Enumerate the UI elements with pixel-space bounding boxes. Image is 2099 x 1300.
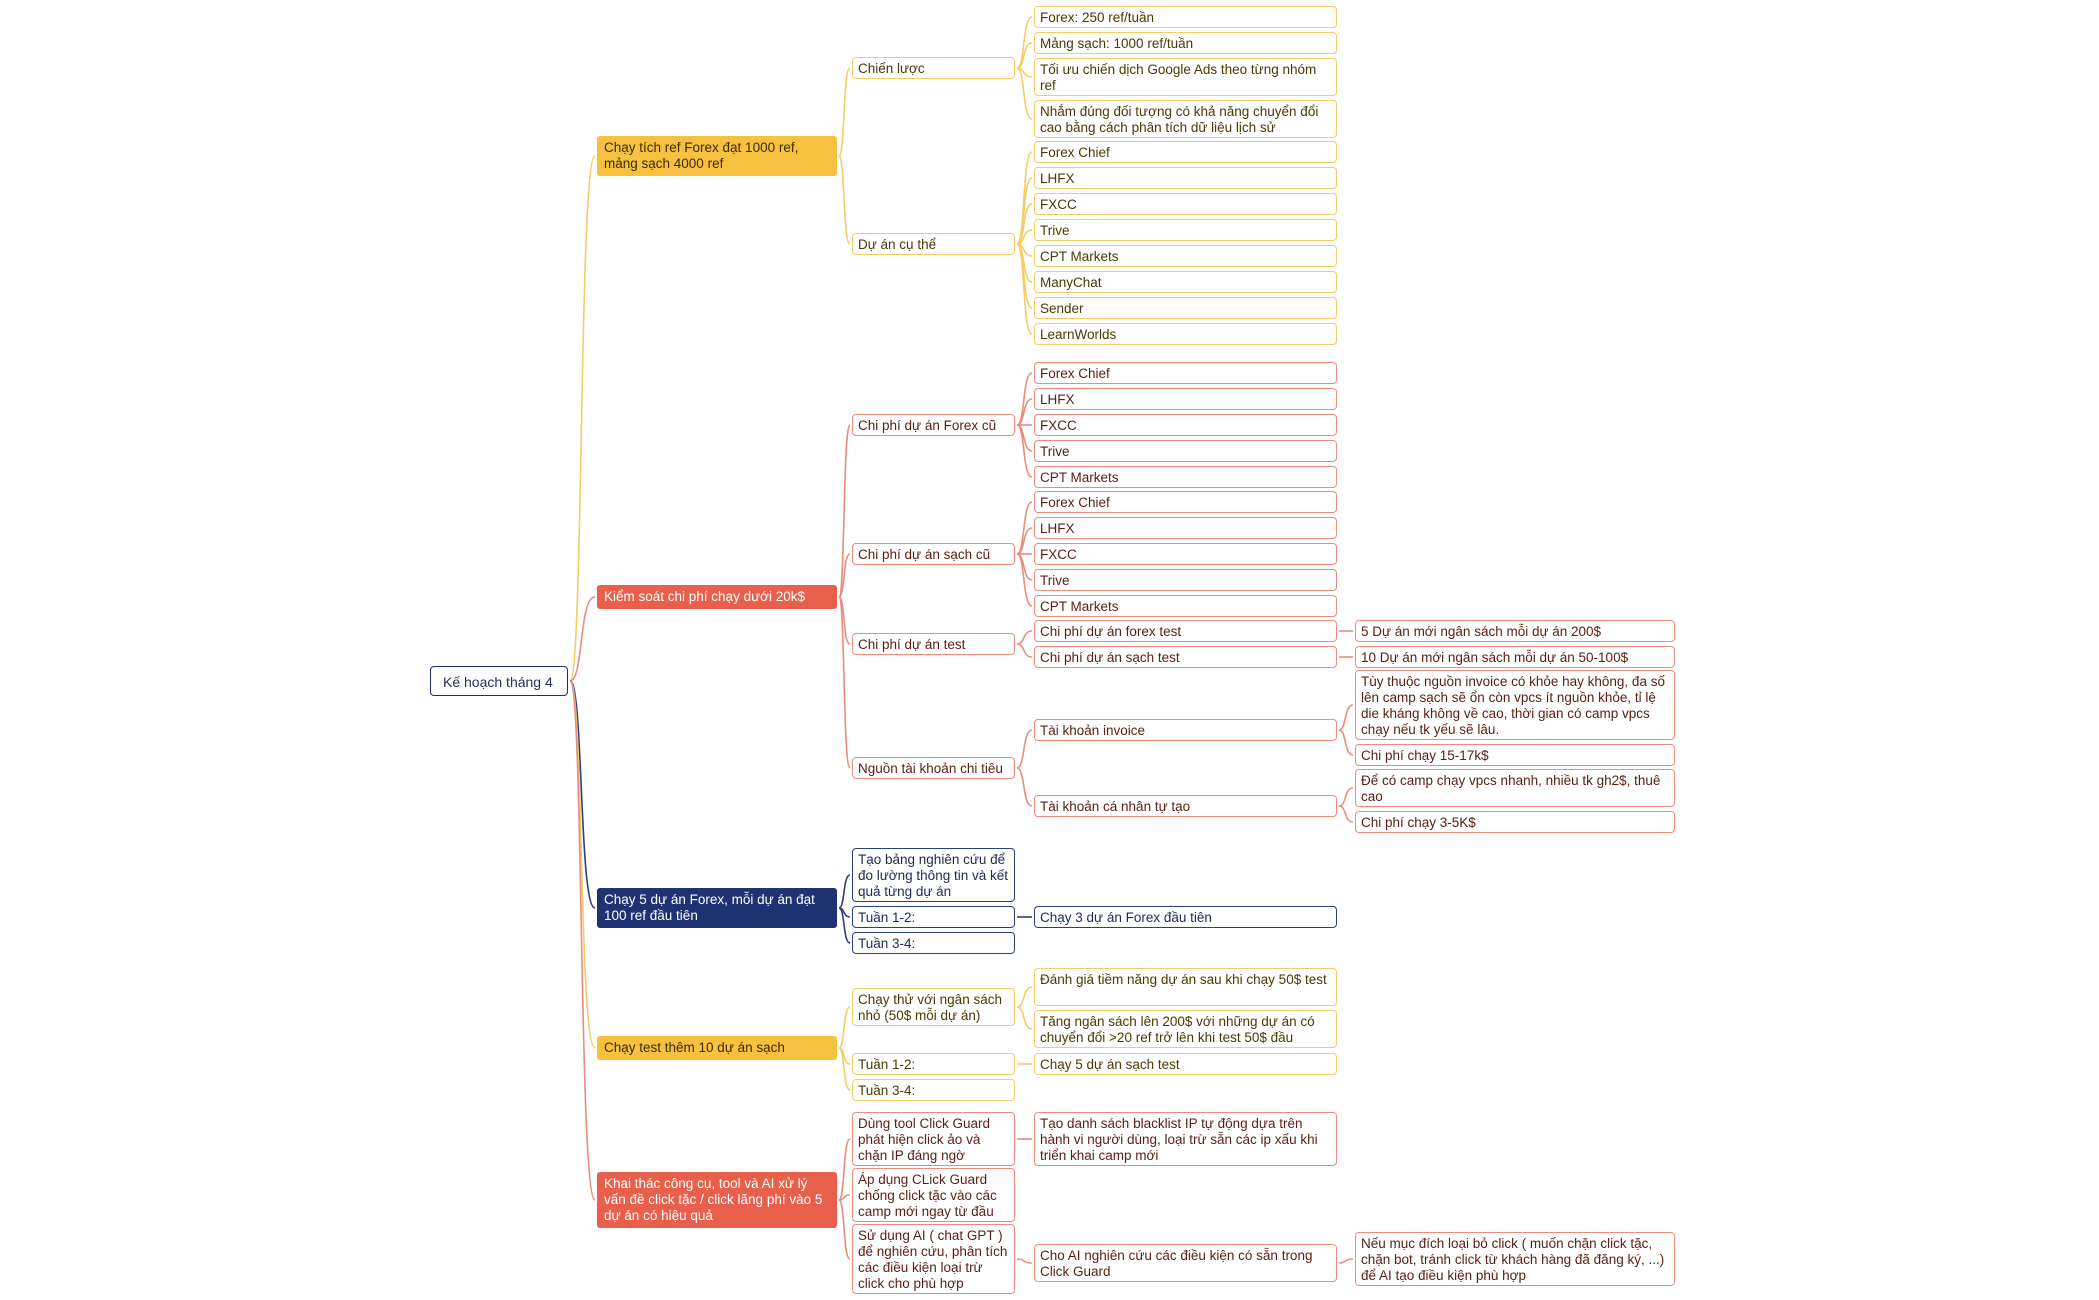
subtopic-node[interactable]: Tuần 1-2: [852, 906, 1015, 928]
connector [1017, 631, 1032, 644]
connector [1017, 244, 1032, 334]
subtopic-node[interactable]: Chạy 3 dự án Forex đầu tiên [1034, 906, 1337, 928]
connector [1017, 17, 1032, 68]
branch-topic[interactable]: Kiểm soát chi phí chạy dưới 20k$ [597, 585, 837, 609]
subtopic-node[interactable]: FXCC [1034, 193, 1337, 215]
subtopic-node[interactable]: Chiến lược [852, 57, 1015, 79]
subtopic-node[interactable]: Dùng tool Click Guard phát hiện click ảo và chặn IP đáng ngờ [852, 1112, 1015, 1166]
branch-topic[interactable]: Chạy tích ref Forex đạt 1000 ref, mảng sạch 4000 ref [597, 136, 837, 176]
subtopic-node[interactable]: Chi phí chạy 3-5K$ [1355, 811, 1675, 833]
connector [1017, 644, 1032, 657]
branch-topic[interactable]: Chạy 5 dự án Forex, mỗi dự án đạt 100 ref đầu tiên [597, 888, 837, 928]
connector [839, 875, 850, 908]
subtopic-node[interactable]: Sender [1034, 297, 1337, 319]
connector [839, 1007, 850, 1048]
subtopic-node[interactable]: Tăng ngân sách lên 200$ với những dự án có chuyển đổi >20 ref trở lên khi test 50$ đầu [1034, 1010, 1337, 1048]
subtopic-node[interactable]: Áp dụng CLick Guard chống click tặc vào các camp mới ngay từ đầu [852, 1168, 1015, 1222]
subtopic-node[interactable]: Tài khoản invoice [1034, 719, 1337, 741]
subtopic-node[interactable]: Chi phí dự án test [852, 633, 1015, 655]
subtopic-node[interactable]: Chi phí dự án Forex cũ [852, 414, 1015, 436]
subtopic-node[interactable]: Dự án cụ thể [852, 233, 1015, 255]
subtopic-node[interactable]: LHFX [1034, 517, 1337, 539]
subtopic-node[interactable]: Chạy thử với ngân sách nhỏ (50$ mỗi dự án) [852, 988, 1015, 1026]
root-node[interactable]: Kế hoạch tháng 4 [430, 666, 568, 696]
connector [839, 1200, 850, 1259]
subtopic-node[interactable]: Nếu mục đích loại bỏ click ( muốn chặn click tặc, chặn bot, tránh click từ khách hàng đã đăng ký, ...) để AI tạo điều kiện phù hợp [1355, 1232, 1675, 1286]
subtopic-node[interactable]: Chạy 5 dự án sạch test [1034, 1053, 1337, 1075]
subtopic-node[interactable]: CPT Markets [1034, 595, 1337, 617]
subtopic-node[interactable]: Chi phí dự án forex test [1034, 620, 1337, 642]
subtopic-node[interactable]: Nguồn tài khoản chi tiêu [852, 757, 1015, 779]
connector [1017, 528, 1032, 554]
subtopic-node[interactable]: Forex Chief [1034, 362, 1337, 384]
subtopic-node[interactable]: ManyChat [1034, 271, 1337, 293]
subtopic-node[interactable]: Trive [1034, 569, 1337, 591]
connector [1017, 425, 1032, 451]
subtopic-node[interactable]: Tuần 3-4: [852, 932, 1015, 954]
connector [1017, 399, 1032, 425]
subtopic-node[interactable]: FXCC [1034, 414, 1337, 436]
branch-topic[interactable]: Khai thác công cụ, tool và AI xử lý vấn đề click tặc / click lãng phí vào 5 dự án có hiệu quả [597, 1172, 837, 1228]
connector [839, 68, 850, 156]
connector [1339, 1259, 1353, 1263]
subtopic-node[interactable]: Forex Chief [1034, 491, 1337, 513]
subtopic-node[interactable]: Chi phí chạy 15-17k$ [1355, 744, 1675, 766]
connector [1017, 68, 1032, 119]
subtopic-node[interactable]: Tạo bảng nghiên cứu để đo lường thông tin và kết quả từng dự án [852, 848, 1015, 902]
subtopic-node[interactable]: 5 Dự án mới ngân sách mỗi dự án 200$ [1355, 620, 1675, 642]
subtopic-node[interactable]: Tối ưu chiến dịch Google Ads theo từng nhóm ref [1034, 58, 1337, 96]
connector [839, 156, 850, 244]
subtopic-node[interactable]: LHFX [1034, 388, 1337, 410]
subtopic-node[interactable]: Tạo danh sách blacklist IP tự động dựa trên hành vi người dùng, loại trừ sẵn các ip xấu khi triển khai camp mới [1034, 1112, 1337, 1166]
connector [1339, 788, 1353, 806]
branch-topic[interactable]: Chạy test thêm 10 dự án sạch [597, 1036, 837, 1060]
subtopic-node[interactable]: Forex: 250 ref/tuần [1034, 6, 1337, 28]
subtopic-node[interactable]: FXCC [1034, 543, 1337, 565]
connector [1339, 705, 1353, 730]
subtopic-node[interactable]: Trive [1034, 219, 1337, 241]
connector [1017, 1259, 1032, 1263]
connector [1017, 1007, 1032, 1029]
connector [839, 1048, 850, 1090]
subtopic-node[interactable]: LHFX [1034, 167, 1337, 189]
subtopic-node[interactable]: Tuần 3-4: [852, 1079, 1015, 1101]
subtopic-node[interactable]: 10 Dự án mới ngân sách mỗi dự án 50-100$ [1355, 646, 1675, 668]
connector [839, 1139, 850, 1200]
connector [1017, 730, 1032, 768]
subtopic-node[interactable]: Nhắm đúng đối tượng có khả năng chuyển đổi cao bằng cách phân tích dữ liệu lịch sử [1034, 100, 1337, 138]
subtopic-node[interactable]: Mảng sạch: 1000 ref/tuần [1034, 32, 1337, 54]
subtopic-node[interactable]: CPT Markets [1034, 245, 1337, 267]
subtopic-node[interactable]: LearnWorlds [1034, 323, 1337, 345]
subtopic-node[interactable]: Tuần 1-2: [852, 1053, 1015, 1075]
subtopic-node[interactable]: Chi phí dự án sạch cũ [852, 543, 1015, 565]
subtopic-node[interactable]: Cho AI nghiên cứu các điều kiện có sẵn trong Click Guard [1034, 1244, 1337, 1282]
subtopic-node[interactable]: Để có camp chạy vpcs nhanh, nhiều tk gh2$, thuê cao [1355, 769, 1675, 807]
connector [1339, 730, 1353, 755]
connector [1017, 554, 1032, 580]
subtopic-node[interactable]: Chi phí dự án sạch test [1034, 646, 1337, 668]
subtopic-node[interactable]: Đánh giá tiềm năng dự án sau khi chạy 50$ test [1034, 968, 1337, 1006]
subtopic-node[interactable]: Tùy thuộc nguồn invoice có khỏe hay không, đa số lên camp sạch sẽ ổn còn vpcs ít nguồn khỏe, tỉ lệ die kháng không về cao, thời gian có camp vpcs chạy nếu tk yếu sẽ lâu. [1355, 670, 1675, 740]
subtopic-node[interactable]: Forex Chief [1034, 141, 1337, 163]
connector [570, 156, 595, 681]
connector [1017, 768, 1032, 806]
subtopic-node[interactable]: CPT Markets [1034, 466, 1337, 488]
subtopic-node[interactable]: Trive [1034, 440, 1337, 462]
subtopic-node[interactable]: Tài khoản cá nhân tự tạo [1034, 795, 1337, 817]
connector [570, 681, 595, 1200]
subtopic-node[interactable]: Sử dụng AI ( chat GPT ) để nghiên cứu, phân tích các điều kiện loại trừ click cho phù hợp [852, 1224, 1015, 1294]
connector [1339, 806, 1353, 822]
connector [1017, 987, 1032, 1007]
